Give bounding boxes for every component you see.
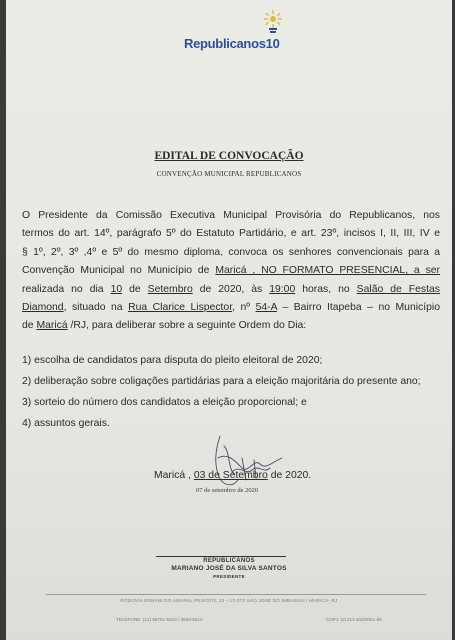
date-line: Maricá , 03 de Setembro de 2020. [154,470,312,481]
street-name: Rua Clarice Lispector [128,302,233,314]
footer-cnpj: CNPJ: 10.213.403/0001-58 [326,617,382,622]
list-item: 2) deliberação sobre coligações partidárias para a eleição majoritária do presente ano; [22,376,421,387]
signatory-org: REPUBLICANOS [203,558,255,564]
signatory-name: MARIANO JOSÉ DA SILVA SANTOS [171,565,287,572]
footer-rule [46,594,426,595]
document-page [6,0,452,640]
agenda-list [22,350,442,434]
logo-wordmark: Republicanos10 [184,36,280,51]
meeting-day: 10 [110,283,123,295]
document-title: EDITAL DE CONVOCAÇÃO [154,150,304,162]
paragraph-line: § 1º, 2º, 3º ,4º e 5º do mesmo diploma, convoca os senhores convencionais para a [22,246,440,258]
footer-address: RODOVIA ERNANI DO AMARAL PEIXOTO, 23 – LT-272 SÃO JOSÉ DO IMBASSAÍ / MARICÁ- RJ [120,598,338,603]
signature-rule [156,556,286,557]
venue-name: Salão de Festas [356,283,440,295]
paragraph-line: de Maricá /RJ, para deliberar sobre a seguinte Ordem do Dia: [22,320,307,332]
city-name: Maricá [215,265,247,277]
paragraph-line: realizada no dia 10 de Setembro de 2020, às 19:00 horas, no Salão de Festas [22,283,440,295]
signatory-block [6,558,452,579]
meeting-time: 19:00 [269,283,296,295]
convocation-paragraph [22,207,440,336]
paragraph-line: Convenção Municipal no Município de Maricá , NO FORMATO PRESENCIAL, a ser [22,265,440,277]
signatory-role: PRESIDENTE [213,574,245,579]
paragraph-line: O Presidente da Comissão Executiva Municipal Provisória do Republicanos, nos [22,210,440,221]
list-item: 1) escolha de candidatos para disputa do pleito eleitoral de 2020; [22,355,323,366]
stamp-date: 07 de setembro de 2020 [196,487,259,494]
street-number: 54-A [255,302,277,314]
party-logo [184,10,294,54]
footer-phone: TELEFONE: (21) 96701-5210 / 3694-5210 [116,617,203,622]
list-item: 4) assuntos gerais. [22,418,110,429]
logo-number: 10 [265,36,280,51]
meeting-month: Setembro [147,283,193,295]
list-item: 3) sorteio do número dos candidatos a eleição proporcional; e [22,397,307,408]
venue-name: Diamond [22,302,64,314]
document-subtitle: CONVENÇÃO MUNICIPAL REPUBLICANOS [156,170,302,178]
city-name: Maricá [36,320,68,332]
paragraph-line: Diamond, situado na Rua Clarice Lispector, nº 54-A – Bairro Itapeba – no Município [22,302,440,314]
paragraph-line: termos do art. 14º, parágrafo 5º do Estatuto Partidário, e art. 23º, incisos I, II, III, IV e [22,228,440,240]
